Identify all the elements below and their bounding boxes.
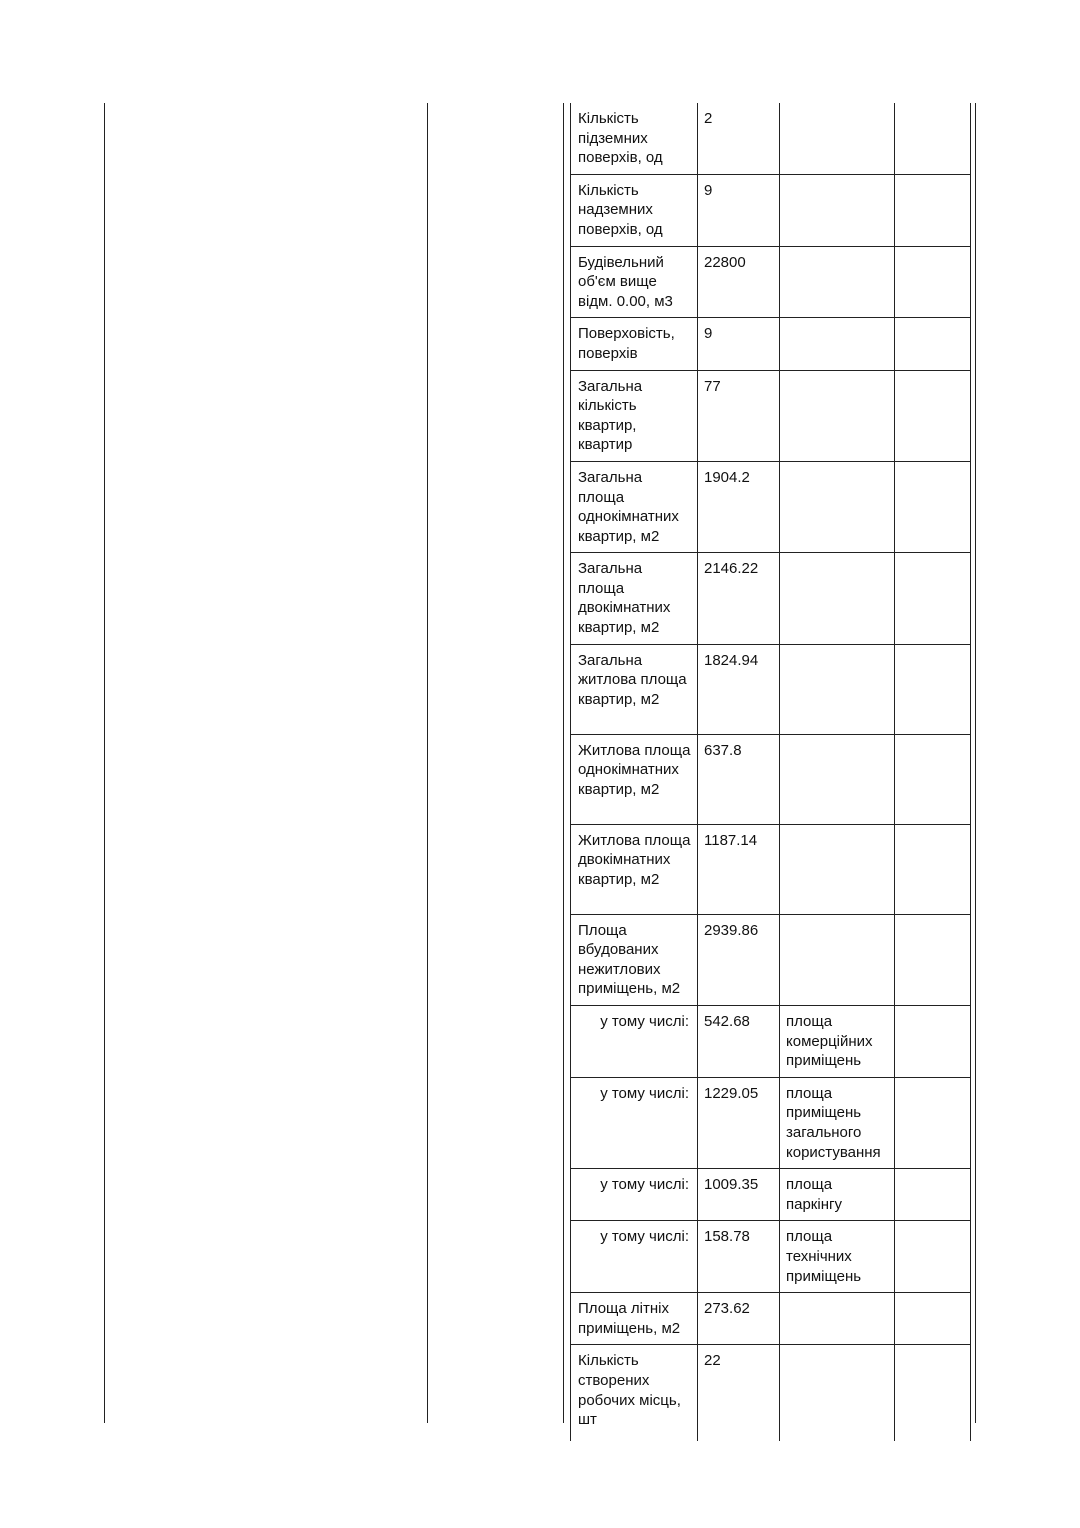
empty-cell: [895, 1293, 971, 1345]
indicator-note: площа технічних приміщень: [780, 1221, 895, 1293]
indicator-value: 1904.2: [698, 461, 780, 552]
empty-cell: [895, 644, 971, 734]
indicator-value: 542.68: [698, 1006, 780, 1078]
indicator-label: Площа вбудованих нежитлових приміщень, м2: [571, 914, 698, 1005]
empty-cell: [895, 1169, 971, 1221]
indicator-note: [780, 734, 895, 824]
indicator-note: [780, 644, 895, 734]
empty-cell: [895, 246, 971, 318]
table-row: [571, 824, 971, 914]
indicator-note: [780, 824, 895, 914]
empty-cell: [895, 1221, 971, 1293]
indicator-value: 22: [698, 1345, 780, 1441]
indicator-value: 22800: [698, 246, 780, 318]
indicators-table-body: [571, 103, 971, 1441]
empty-cell: [895, 1077, 971, 1168]
empty-cell: [895, 318, 971, 370]
empty-cell: [895, 553, 971, 644]
indicator-note: [780, 461, 895, 552]
outer-left-border: [104, 103, 105, 1423]
indicator-note: [780, 246, 895, 318]
indicator-note: [780, 103, 895, 174]
indicator-value: 273.62: [698, 1293, 780, 1345]
indicator-note: [780, 914, 895, 1005]
indicator-note: [780, 174, 895, 246]
table-row: [571, 1006, 971, 1078]
indicator-label: Загальна житлова площа квартир, м2: [571, 644, 698, 734]
empty-cell: [895, 1345, 971, 1441]
indicator-label: Загальна кількість квартир, квартир: [571, 370, 698, 461]
table-row: [571, 1345, 971, 1441]
indicator-value: 9: [698, 318, 780, 370]
empty-cell: [895, 734, 971, 824]
indicator-value: 158.78: [698, 1221, 780, 1293]
indicator-label: у тому числі:: [571, 1006, 698, 1078]
indicator-value: 1009.35: [698, 1169, 780, 1221]
table-row: [571, 1293, 971, 1345]
table-row: [571, 370, 971, 461]
empty-cell: [895, 103, 971, 174]
indicator-label: Поверховість, поверхів: [571, 318, 698, 370]
indicator-value: 2146.22: [698, 553, 780, 644]
indicator-value: 1187.14: [698, 824, 780, 914]
indicator-label: Кількість підземних поверхів, од: [571, 103, 698, 174]
indicator-value: 2939.86: [698, 914, 780, 1005]
outer-column-divider-1: [427, 103, 428, 1423]
indicator-note: [780, 1345, 895, 1441]
indicator-label: Житлова площа двокімнатних квартир, м2: [571, 824, 698, 914]
table-row: [571, 461, 971, 552]
table-row: [571, 1169, 971, 1221]
indicator-label: Кількість надземних поверхів, од: [571, 174, 698, 246]
indicator-label: Площа літніх приміщень, м2: [571, 1293, 698, 1345]
indicator-note: [780, 1293, 895, 1345]
indicator-label: Загальна площа двокімнатних квартир, м2: [571, 553, 698, 644]
indicator-value: 9: [698, 174, 780, 246]
indicator-value: 1229.05: [698, 1077, 780, 1168]
table-row: [571, 553, 971, 644]
indicators-table: [570, 103, 971, 1441]
indicator-note: площа приміщень загального користування: [780, 1077, 895, 1168]
indicators-table-wrapper: [570, 103, 970, 1441]
empty-cell: [895, 1006, 971, 1078]
indicator-note: площа паркінгу: [780, 1169, 895, 1221]
indicator-label: Загальна площа однокімнатних квартир, м2: [571, 461, 698, 552]
indicator-note: [780, 370, 895, 461]
indicator-value: 1824.94: [698, 644, 780, 734]
table-row: [571, 318, 971, 370]
empty-cell: [895, 824, 971, 914]
table-row: [571, 103, 971, 174]
empty-cell: [895, 174, 971, 246]
indicator-label: у тому числі:: [571, 1221, 698, 1293]
table-row: [571, 1221, 971, 1293]
empty-cell: [895, 461, 971, 552]
outer-column-divider-2: [563, 103, 564, 1423]
indicator-note: площа комерційних приміщень: [780, 1006, 895, 1078]
table-row: [571, 914, 971, 1005]
empty-cell: [895, 370, 971, 461]
indicator-label: у тому числі:: [571, 1169, 698, 1221]
indicator-label: Будівельний об'єм вище відм. 0.00, м3: [571, 246, 698, 318]
table-row: [571, 644, 971, 734]
table-row: [571, 1077, 971, 1168]
indicator-value: 77: [698, 370, 780, 461]
indicator-value: 637.8: [698, 734, 780, 824]
indicator-note: [780, 318, 895, 370]
indicator-note: [780, 553, 895, 644]
table-row: [571, 174, 971, 246]
empty-cell: [895, 914, 971, 1005]
table-row: [571, 246, 971, 318]
indicator-label: у тому числі:: [571, 1077, 698, 1168]
outer-right-border: [975, 103, 976, 1423]
indicator-label: Житлова площа однокімнатних квартир, м2: [571, 734, 698, 824]
indicator-label: Кількість створених робочих місць, шт: [571, 1345, 698, 1441]
indicator-value: 2: [698, 103, 780, 174]
table-row: [571, 734, 971, 824]
